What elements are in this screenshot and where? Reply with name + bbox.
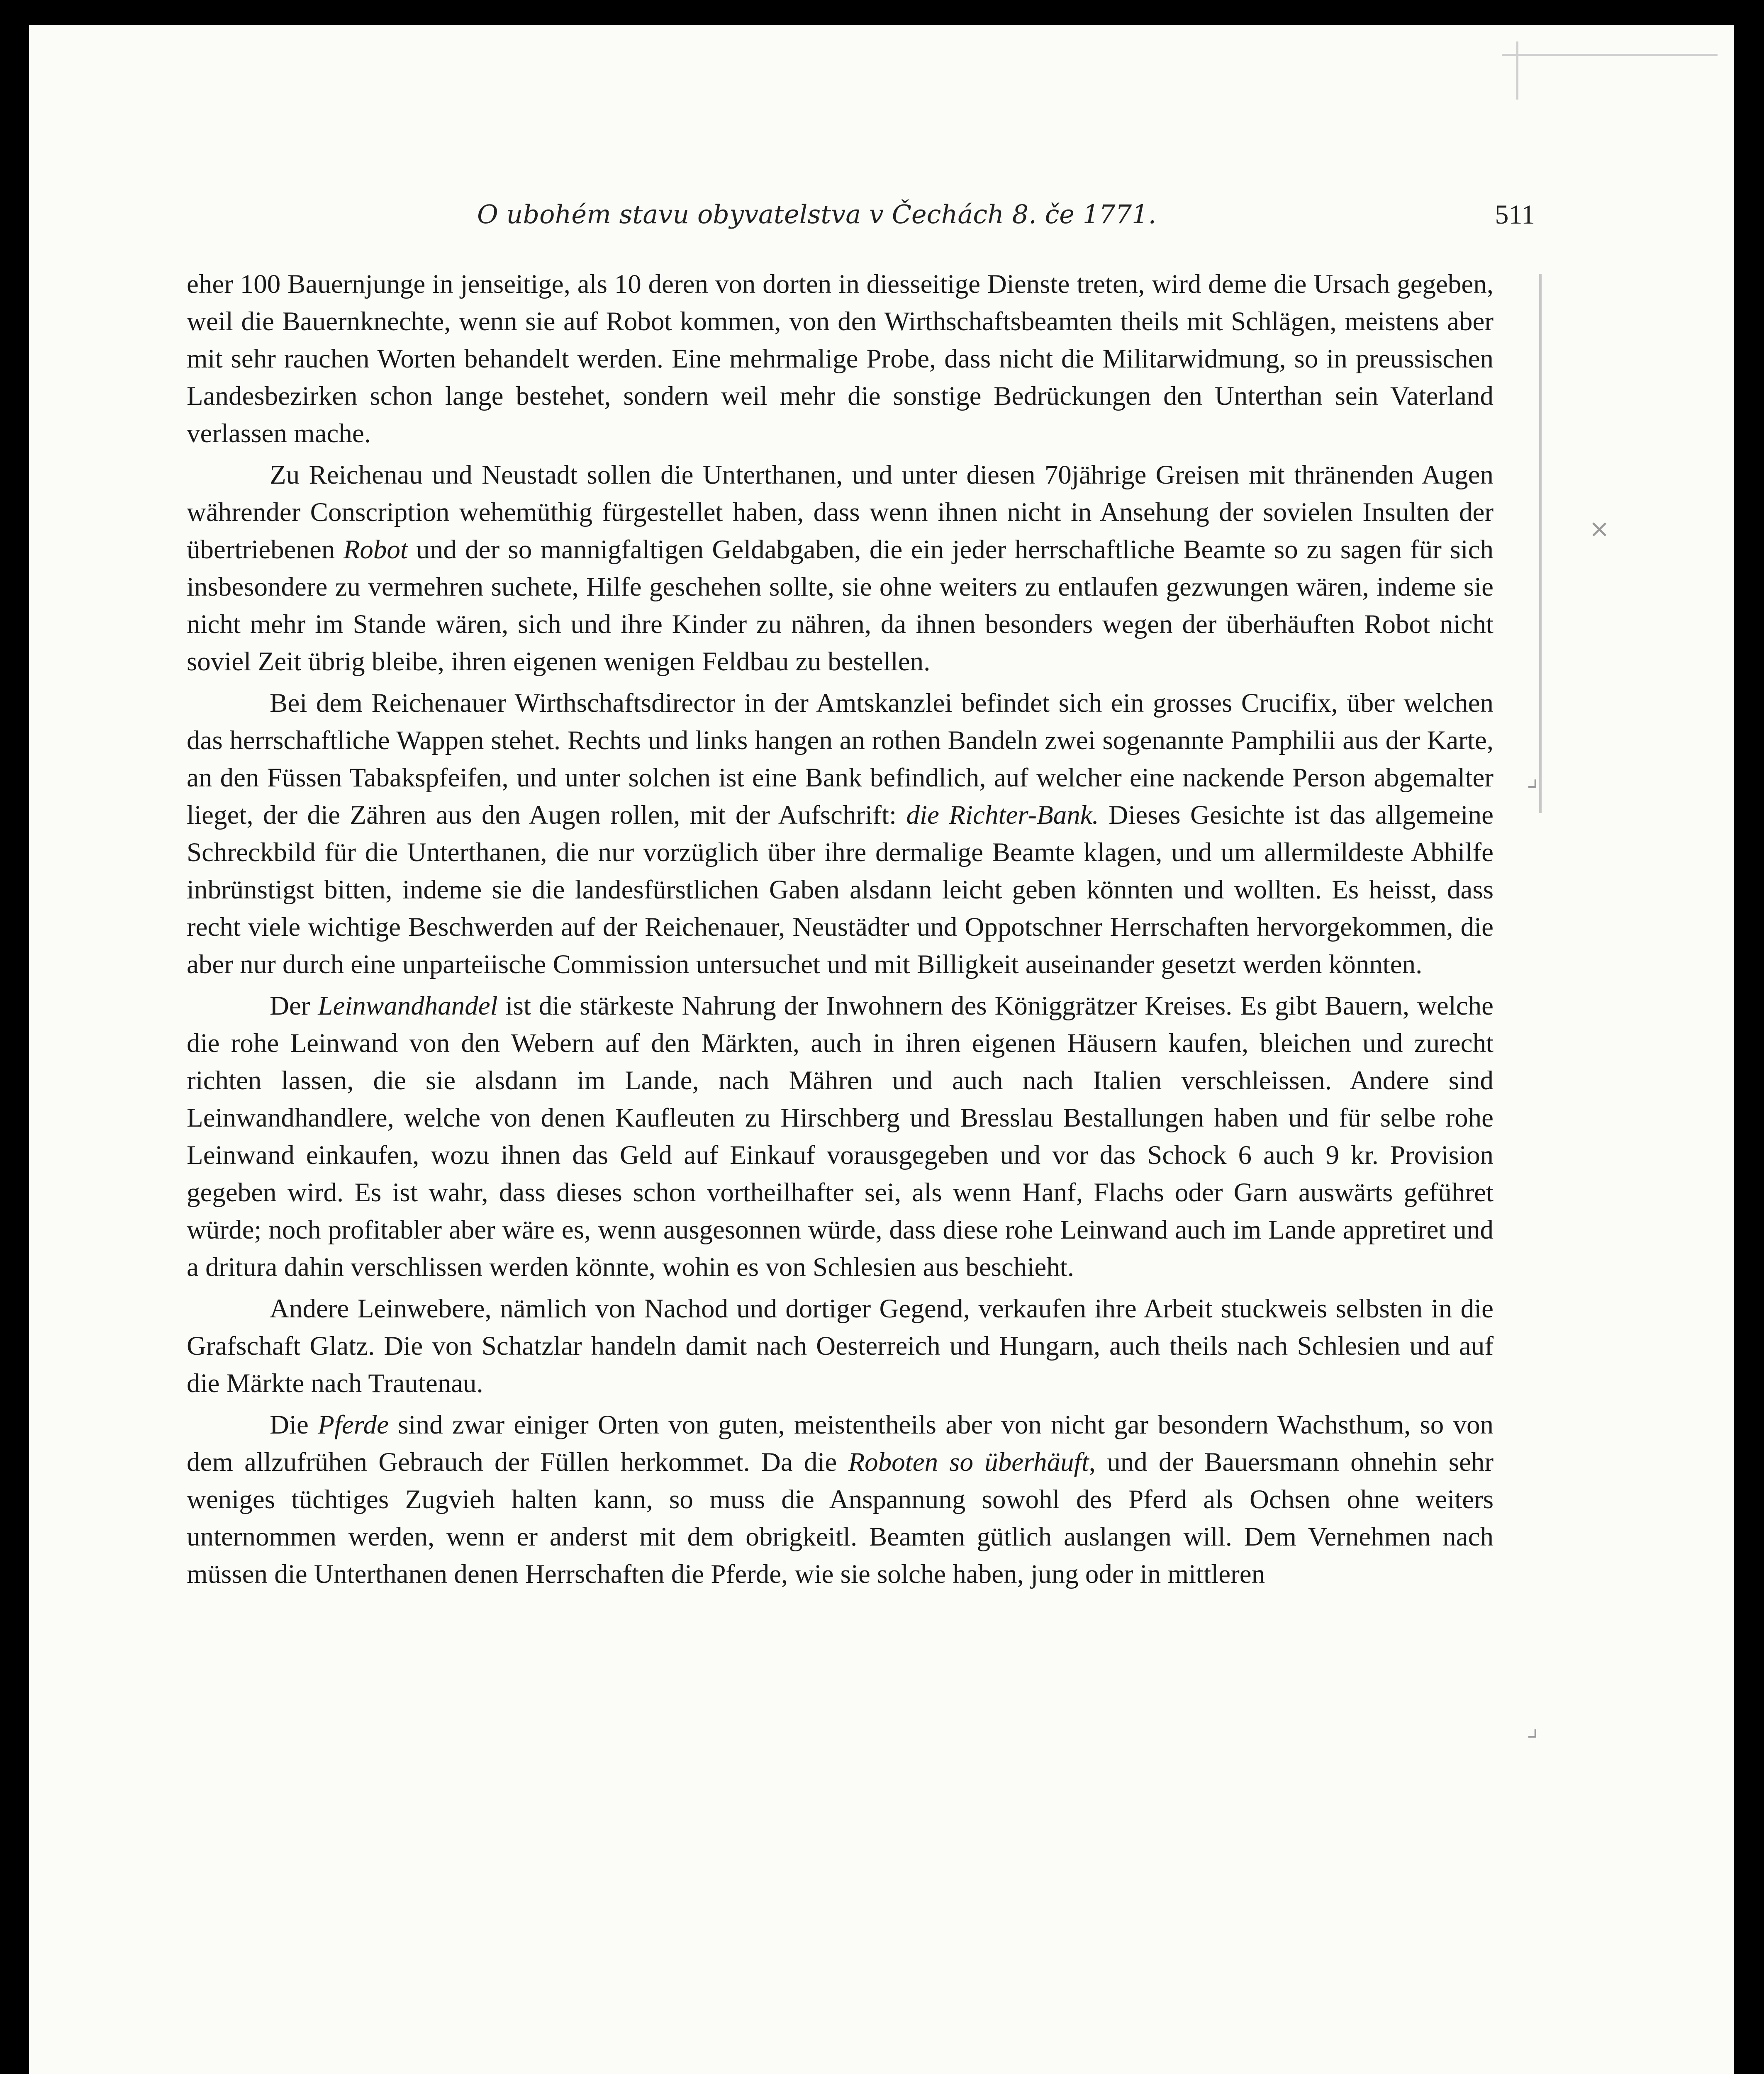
margin-pencil-mark: ×	[1589, 514, 1610, 543]
text-run: Zu Reichenau und Neustadt sollen die Unterthanen, und unter diesen 70jährige Greisen mit thränenden Augen währender Conscription wehemüthig fürgestellet haben, dass wenn ihnen nicht in Ansehung der sovielen Insulten der übertriebenen	[187, 460, 1494, 565]
text-run: sind zwar einiger Orten von guten, meistentheils aber von nicht gar besondern Wachsthum, so von dem allzufrühen Gebrauch der Füllen herkommet. Da die	[187, 1410, 1494, 1477]
body-text	[187, 265, 1494, 1597]
italic-text-run: Roboten so überhäuft	[848, 1447, 1089, 1477]
text-run: ist die stärkeste Nahrung der Inwohnern des Königgrätzer Kreises. Es gibt Bauern, welche die rohe Leinwand von den Webern auf den Märkten, auch in ihren eigenen Häusern kaufen, bleichen und zurecht richten lassen, die sie alsdann im Lande, nach Mähren und auch nach Italien verschleissen. Andere sind Leinwandhandlere, welche von denen Kaufleuten zu Hirschberg und Bresslau Bestallungen haben und für selbe rohe Leinwand einkaufen, wozu ihnen das Geld auf Einkauf vorausgegeben und vor das Schock 6 auch 9 kr. Provision gegeben wird. Es ist wahr, dass dieses schon vortheilhafter sei, als wenn Hanf, Flachs oder Garn auswärts geführet würde; noch profitabler aber wäre es, wenn ausgesonnen würde, dass diese rohe Leinwand auch im Lande appretiret und a dritura dahin verschlissen werden könnte, wohin es von Schlesien aus beschieht.	[187, 991, 1494, 1282]
text-run: und der so mannigfaltigen Geldabgaben, die ein jeder herrschaftliche Beamte so zu sagen für sich insbesondere zu vermehren suchete, Hilfe geschehen sollte, sie ohne weiters zu entlaufen gezwungen wären, indeme sie nicht mehr im Stande wären, sich und ihre Kinder zu nähren, da ihnen besonders wegen der überhäuften Robot nicht soviel Zeit übrig bleibe, ihren eigenen wenigen Feldbau zu bestellen.	[187, 535, 1494, 677]
text-run: Bei dem Reichenauer Wirthschaftsdirector in der Amtskanzlei befindet sich ein grosses Crucifix, über welchen das herrschaftliche Wappen stehet. Rechts und links hangen an rothen Bandeln zwei sogenannte Pamphilii aus der Karte, an den Füssen Tabakspfeifen, und unter solchen ist eine Bank befindlich, auf welcher eine nackende Person abgemalter lieget, der die Zähren aus den Augen rollen, mit der Aufschrift:	[187, 688, 1494, 830]
paragraph	[187, 1406, 1494, 1593]
italic-text-run: Robot	[343, 535, 408, 565]
text-run: Die	[270, 1410, 318, 1440]
paragraph	[187, 1290, 1494, 1402]
scan-edge-line	[1502, 54, 1718, 56]
running-header	[477, 199, 1535, 245]
scan-edge-line	[1516, 41, 1518, 100]
italic-text-run: Pferde	[318, 1410, 389, 1440]
italic-text-run: Leinwandhandel	[318, 991, 498, 1021]
running-title: O ubohém stavu obyvatelstva v Čechách 8. če 1771.	[477, 199, 1157, 229]
text-run: eher 100 Bauernjunge in jenseitige, als 10 deren von dorten in diesseitige Dienste treten, wird deme die Ursach gegeben, weil die Bauernknechte, wenn sie auf Robot kommen, von den Wirthschaftsbeamten theils mit Schlägen, meistens aber mit sehr rauchen Worten behandelt werden. Eine mehrmalige Probe, dass nicht die Militarwidmung, so in preussischen Landesbezirken schon lange bestehet, sondern weil mehr die sonstige Bedrückungen den Unterthan sein Vaterland verlassen mache.	[187, 269, 1494, 448]
margin-rule	[1539, 274, 1542, 813]
paragraph	[187, 265, 1494, 452]
text-run: Dieses Gesichte ist das allgemeine Schreckbild für die Unterthanen, die nur vorzüglich über ihre dermalige Beamte klagen, und um allermildeste Abhilfe inbrünstigst bitten, indeme sie die landesfürstlichen Gaben alsdann leicht geben könnten und wollten. Es heisst, dass recht viele wichtige Beschwerden auf der Reichenauer, Neustädter und Oppotschner Herrschaften hervorgekommen, die aber nur durch eine unparteiische Commission untersuchet und mit Billigkeit auseinander gesetzt werden könnten.	[187, 800, 1494, 979]
paragraph	[187, 456, 1494, 680]
italic-text-run: die Richter-Bank.	[906, 800, 1099, 830]
scan-edge-artifact	[1502, 25, 1734, 149]
margin-pencil-mark: ⌟	[1527, 1713, 1539, 1742]
margin-pencil-mark: ⌟	[1527, 763, 1539, 792]
paragraph	[187, 684, 1494, 983]
page-number: 511	[1495, 200, 1535, 230]
text-run: Der	[270, 991, 318, 1021]
scanned-page	[29, 25, 1734, 2074]
paragraph	[187, 987, 1494, 1286]
text-run: Andere Leinwebere, nämlich von Nachod und dortiger Gegend, verkaufen ihre Arbeit stuckweis selbsten in die Grafschaft Glatz. Die von Schatzlar handeln damit nach Oesterreich und Hungarn, auch theils nach Schlesien und auf die Märkte nach Trautenau.	[187, 1294, 1494, 1398]
text-run: , und der Bauersmann ohnehin sehr weniges tüchtiges Zugvieh halten kann, so muss die Anspannung sowohl des Pferd als Ochsen ohne weiters unternommen werden, wenn er anderst mit dem obrigkeitl. Beamten gütlich auslangen will. Dem Vernehmen nach müssen die Unterthanen denen Herrschaften die Pferde, wie sie solche haben, jung oder in mittleren	[187, 1447, 1494, 1589]
